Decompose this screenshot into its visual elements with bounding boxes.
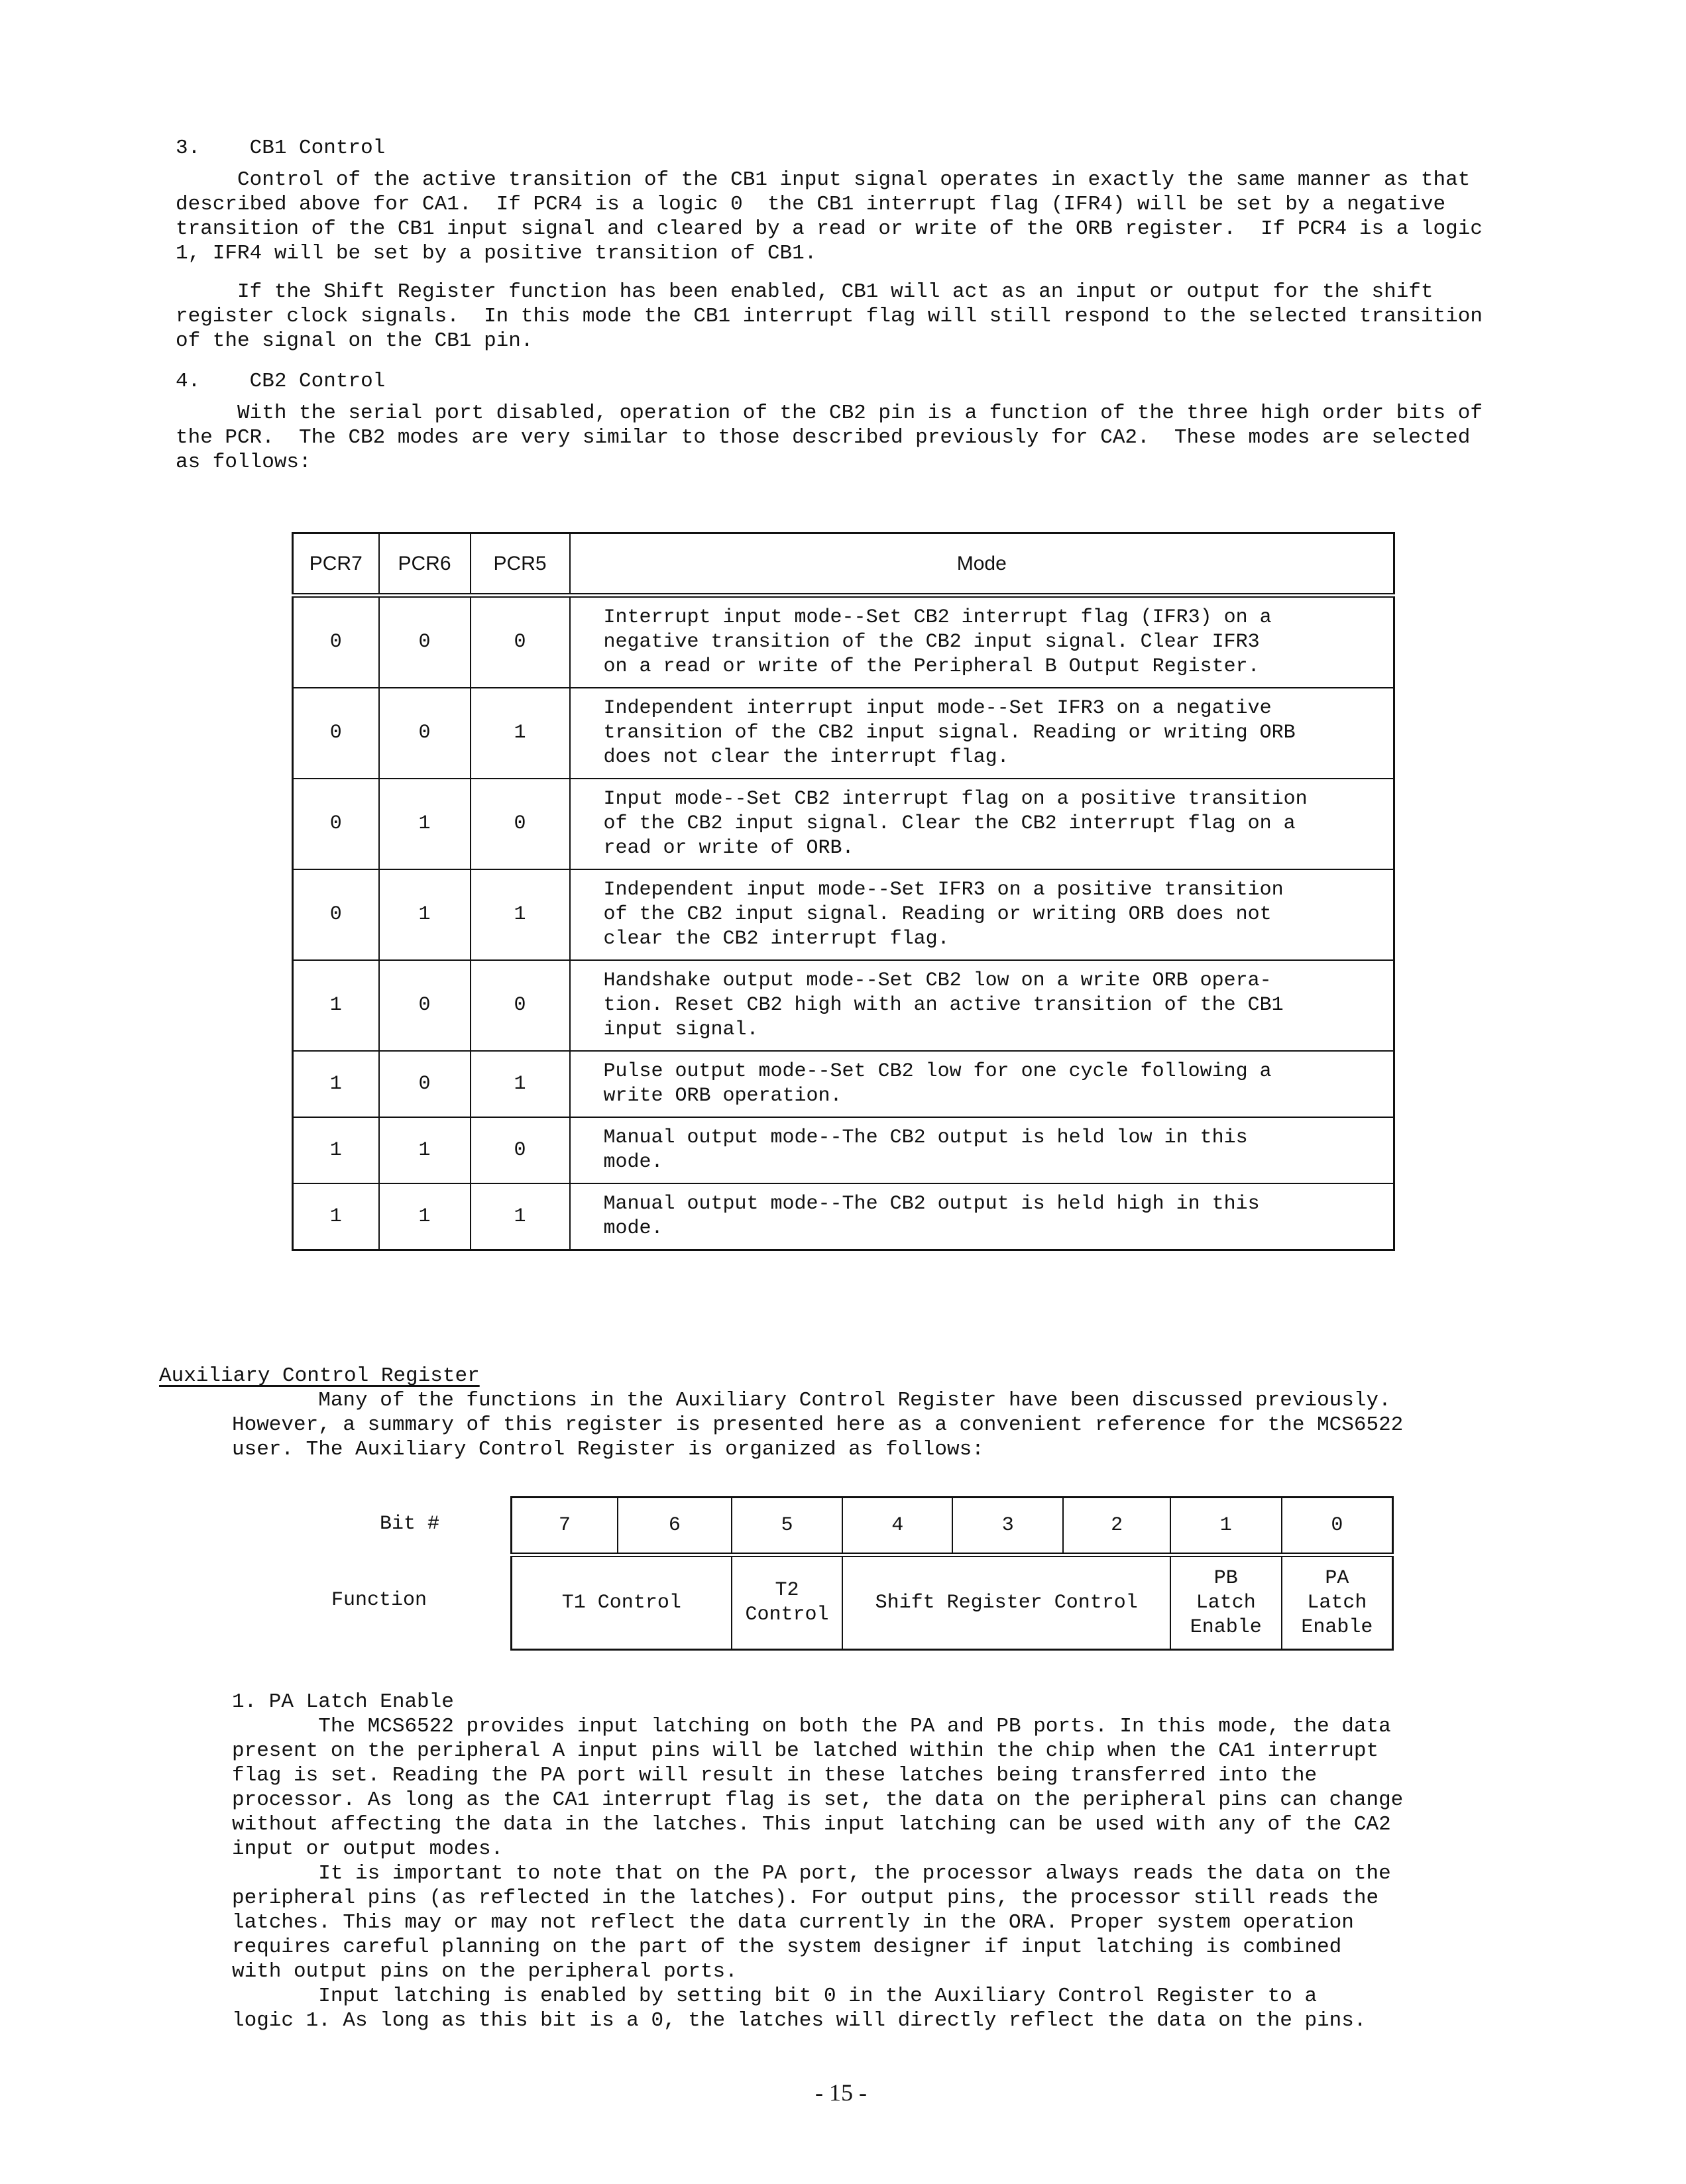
text-line: of the signal on the CB1 pin. xyxy=(176,329,534,353)
text-line: transition of the CB1 input signal and cleared by a read or write of the ORB register. If PCR4 is a logic xyxy=(176,217,1483,241)
mode-line: Manual output mode--The CB2 output is held low in this xyxy=(603,1126,1248,1149)
pcr5-cell: 1 xyxy=(471,1183,570,1250)
mode-cell xyxy=(570,1051,1394,1117)
table-row xyxy=(293,688,1394,779)
mode-cell xyxy=(570,688,1394,779)
column-header-mode: Mode xyxy=(570,533,1394,596)
text-line: as follows: xyxy=(176,451,311,474)
section-4-paragraph-1 xyxy=(176,401,1483,474)
section-title: CB2 Control xyxy=(249,370,386,393)
text-line: input or output modes. xyxy=(232,1837,504,1861)
text-line: requires careful planning on the part of the system designer if input latching is combined xyxy=(232,1936,1342,1959)
function-row xyxy=(512,1555,1393,1650)
pcr6-cell: 0 xyxy=(379,688,471,779)
cell-line: Latch xyxy=(1307,1591,1367,1614)
pcr7-cell: 0 xyxy=(293,596,379,688)
page-number: - 15 - xyxy=(815,2079,867,2106)
mode-line: Pulse output mode--Set CB2 low for one cycle following a xyxy=(603,1060,1272,1083)
pcr6-cell: 0 xyxy=(379,596,471,688)
t1-control-cell: T1 Control xyxy=(512,1555,732,1650)
bit-1-cell: 1 xyxy=(1170,1498,1282,1555)
table-row xyxy=(293,960,1394,1051)
cell-line: T2 xyxy=(775,1579,799,1602)
table-header-row xyxy=(293,533,1394,596)
text-line: It is important to note that on the PA port, the processor always reads the data on the xyxy=(232,1862,1391,1885)
text-line: However, a summary of this register is presented here as a convenient reference for the MCS6522 xyxy=(232,1413,1404,1437)
section-4-heading xyxy=(176,369,385,394)
acr-intro-paragraph xyxy=(232,1388,1403,1462)
mode-cell xyxy=(570,960,1394,1051)
section-title: CB1 Control xyxy=(249,136,386,160)
cell-line: Control xyxy=(745,1604,829,1626)
mode-line: Input mode--Set CB2 interrupt flag on a positive transition xyxy=(603,788,1308,810)
table-row xyxy=(293,779,1394,869)
bit-4-cell: 4 xyxy=(842,1498,952,1555)
text-line: logic 1. As long as this bit is a 0, the latches will directly reflect the data on the pins. xyxy=(232,2009,1367,2032)
function-row-label: Function xyxy=(331,1589,427,1611)
section-3-heading xyxy=(176,136,385,160)
bit-row-label: Bit # xyxy=(380,1513,440,1535)
bit-number-row xyxy=(512,1498,1393,1555)
cell-line: Enable xyxy=(1301,1615,1373,1639)
pcr6-cell: 1 xyxy=(379,869,471,960)
table-row xyxy=(293,596,1394,688)
bit-2-cell: 2 xyxy=(1063,1498,1170,1555)
mode-line: negative transition of the CB2 input signal. Clear IFR3 xyxy=(603,631,1260,653)
text-line: Control of the active transition of the CB1 input signal operates in exactly the same manner as that xyxy=(176,168,1471,191)
mode-line: Handshake output mode--Set CB2 low on a write ORB opera- xyxy=(603,969,1272,992)
pcr6-cell: 1 xyxy=(379,779,471,869)
mode-line: Independent interrupt input mode--Set IFR3 on a negative xyxy=(603,697,1272,720)
column-header-pcr5: PCR5 xyxy=(471,533,570,596)
text-line: processor. As long as the CA1 interrupt flag is set, the data on the peripheral pins can change xyxy=(232,1788,1404,1812)
pcr5-cell: 1 xyxy=(471,869,570,960)
pcr5-cell: 1 xyxy=(471,1051,570,1117)
pcr7-cell: 1 xyxy=(293,1183,379,1250)
shift-register-control-cell: Shift Register Control xyxy=(842,1555,1170,1650)
mode-cell xyxy=(570,596,1394,688)
text-line: without affecting the data in the latches. This input latching can be used with any of the CA2 xyxy=(232,1813,1391,1836)
pb-latch-enable-cell xyxy=(1170,1555,1282,1650)
bit-3-cell: 3 xyxy=(952,1498,1063,1555)
pcr5-cell: 0 xyxy=(471,596,570,688)
mode-line: mode. xyxy=(603,1217,663,1240)
section-3-paragraph-2 xyxy=(176,280,1483,353)
mode-cell xyxy=(570,869,1394,960)
pa-latch-paragraph-2 xyxy=(232,1861,1391,1984)
text-line: With the serial port disabled, operation of the CB2 pin is a function of the three high order bits of xyxy=(176,402,1483,425)
pcr5-cell: 0 xyxy=(471,960,570,1051)
mode-line: mode. xyxy=(603,1151,663,1174)
mode-line: Manual output mode--The CB2 output is held high in this xyxy=(603,1193,1260,1215)
pcr6-cell: 1 xyxy=(379,1117,471,1183)
text-line: Input latching is enabled by setting bit 0 in the Auxiliary Control Register to a xyxy=(232,1985,1318,2008)
text-line: peripheral pins (as reflected in the latches). For output pins, the processor still reads the xyxy=(232,1886,1379,1910)
pa-latch-paragraph-3 xyxy=(232,1984,1366,2033)
section-number: 3. xyxy=(176,136,201,160)
pcr6-cell: 1 xyxy=(379,1183,471,1250)
text-line: Many of the functions in the Auxiliary Control Register have been discussed previously. xyxy=(232,1389,1391,1412)
text-line: present on the peripheral A input pins will be latched within the chip when the CA1 interrupt xyxy=(232,1739,1379,1763)
pcr7-cell: 0 xyxy=(293,779,379,869)
text-line: The MCS6522 provides input latching on both the PA and PB ports. In this mode, the data xyxy=(232,1715,1391,1738)
text-line: If the Shift Register function has been enabled, CB1 will act as an input or output for the shift xyxy=(176,280,1433,303)
acr-layout-table xyxy=(510,1496,1394,1651)
table-row xyxy=(293,869,1394,960)
mode-line: input signal. xyxy=(603,1018,759,1041)
text-line: with output pins on the peripheral ports. xyxy=(232,1960,738,1983)
pcr5-cell: 0 xyxy=(471,779,570,869)
mode-line: Independent input mode--Set IFR3 on a positive transition xyxy=(603,879,1284,901)
pa-latch-enable-cell xyxy=(1282,1555,1393,1650)
cell-line: PB xyxy=(1213,1566,1238,1590)
text-line: described above for CA1. If PCR4 is a logic 0 the CB1 interrupt flag (IFR4) will be set by a negative xyxy=(176,193,1446,216)
pcr5-cell: 1 xyxy=(471,688,570,779)
mode-line: on a read or write of the Peripheral B Output Register. xyxy=(603,655,1260,678)
table-row xyxy=(293,1183,1394,1250)
text-line: user. The Auxiliary Control Register is organized as follows: xyxy=(232,1438,984,1461)
cell-line: Latch xyxy=(1196,1591,1256,1614)
text-line: 1, IFR4 will be set by a positive transition of CB1. xyxy=(176,242,817,265)
column-header-pcr7: PCR7 xyxy=(293,533,379,596)
mode-cell xyxy=(570,1183,1394,1250)
t2-control-cell xyxy=(732,1555,843,1650)
mode-line: of the CB2 input signal. Reading or writing ORB does not xyxy=(603,903,1272,926)
column-header-pcr6: PCR6 xyxy=(379,533,471,596)
pcr7-cell: 0 xyxy=(293,688,379,779)
mode-cell xyxy=(570,1117,1394,1183)
section-number: 4. xyxy=(176,370,201,393)
pcr-mode-table xyxy=(292,532,1395,1251)
mode-line: clear the CB2 interrupt flag. xyxy=(603,928,950,950)
section-3-paragraph-1 xyxy=(176,168,1483,266)
table-row xyxy=(293,1117,1394,1183)
pcr6-cell: 0 xyxy=(379,1051,471,1117)
text-line: latches. This may or may not reflect the data currently in the ORA. Proper system operation xyxy=(232,1911,1354,1934)
bit-6-cell: 6 xyxy=(618,1498,732,1555)
pcr6-cell: 0 xyxy=(379,960,471,1051)
text-line: the PCR. The CB2 modes are very similar to those described previously for CA2. These modes are selected xyxy=(176,426,1471,449)
cell-line: PA xyxy=(1325,1566,1349,1590)
pcr5-cell: 0 xyxy=(471,1117,570,1183)
text-line: register clock signals. In this mode the CB1 interrupt flag will still respond to the selected transition xyxy=(176,305,1483,328)
pcr7-cell: 1 xyxy=(293,960,379,1051)
cell-line: Enable xyxy=(1190,1615,1262,1639)
mode-line: tion. Reset CB2 high with an active transition of the CB1 xyxy=(603,994,1284,1016)
mode-line: does not clear the interrupt flag. xyxy=(603,746,1009,769)
table-row xyxy=(293,1051,1394,1117)
pcr7-cell: 1 xyxy=(293,1117,379,1183)
pcr7-cell: 0 xyxy=(293,869,379,960)
pcr7-cell: 1 xyxy=(293,1051,379,1117)
mode-line: of the CB2 input signal. Clear the CB2 interrupt flag on a xyxy=(603,812,1296,835)
bit-0-cell: 0 xyxy=(1282,1498,1393,1555)
pa-latch-paragraph-1 xyxy=(232,1714,1403,1861)
text-line: flag is set. Reading the PA port will result in these latches being transferred into the xyxy=(232,1764,1318,1787)
mode-line: write ORB operation. xyxy=(603,1085,842,1107)
mode-line: Interrupt input mode--Set CB2 interrupt flag (IFR3) on a xyxy=(603,606,1272,629)
bit-7-cell: 7 xyxy=(512,1498,618,1555)
pa-latch-heading: 1. PA Latch Enable xyxy=(232,1690,454,1714)
mode-line: transition of the CB2 input signal. Reading or writing ORB xyxy=(603,722,1296,744)
bit-5-cell: 5 xyxy=(732,1498,843,1555)
acr-heading: Auxiliary Control Register xyxy=(159,1364,480,1388)
mode-cell xyxy=(570,779,1394,869)
mode-line: read or write of ORB. xyxy=(603,837,854,859)
